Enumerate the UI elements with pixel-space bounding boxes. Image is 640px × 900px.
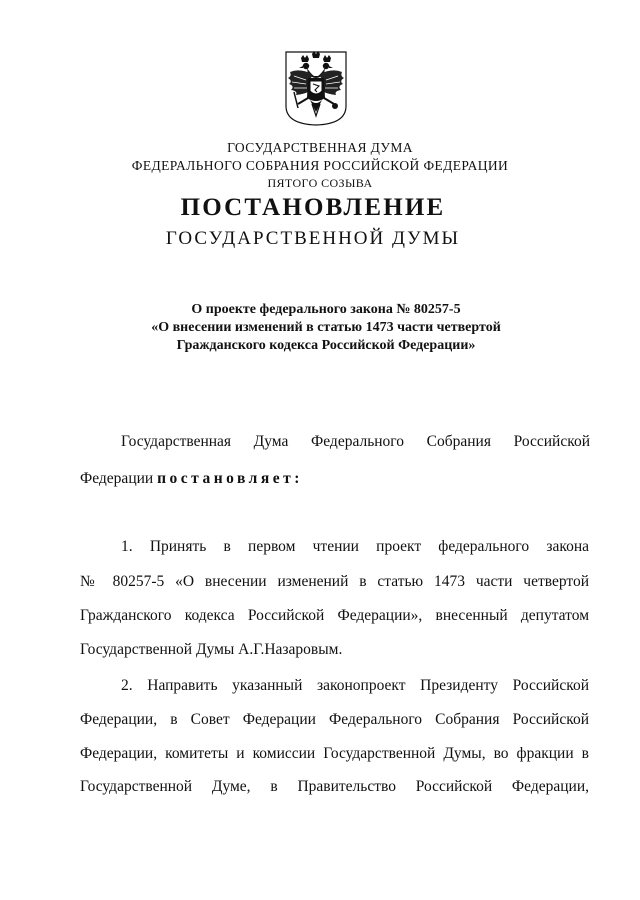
preamble-line-2 (80, 469, 303, 489)
resolves-emphasis: постановляет: (157, 470, 303, 487)
convocation-line: ПЯТОГО СОЗЫВА (267, 176, 373, 190)
clause-1-line-2: № 80257-5 «О внесении изменений в статью 1473 части четвертой (80, 573, 589, 590)
subject-line-1: О проекте федерального закона № 80257-5 (191, 302, 461, 317)
document-subtitle: ГОСУДАРСТВЕННОЙ ДУМЫ (165, 228, 461, 249)
clause-2-line-2: Федерации, в Совет Федерации Федерального Собрания Российской (80, 711, 589, 728)
document-title: ПОСТАНОВЛЕНИЕ (180, 194, 446, 221)
clause-1-line-1: 1. Принять в первом чтении проект федерального закона (121, 538, 589, 555)
preamble-line-1: Государственная Дума Федерального Собрания Российской (121, 433, 590, 450)
clause-1-line-4: Государственной Думы А.Г.Назаровым. (80, 641, 343, 658)
clause-1-line-3: Гражданского кодекса Российской Федерации», внесенный депутатом (80, 607, 589, 624)
preamble-text: Федерации (80, 470, 158, 487)
coat-of-arms-emblem (284, 50, 348, 126)
subject-line-3: Гражданского кодекса Российской Федерации» (176, 338, 476, 353)
clause-2-line-1: 2. Направить указанный законопроект Президенту Российской (121, 677, 589, 694)
clause-2-line-3: Федерации, комитеты и комиссии Государственной Думы, во фракции в (80, 745, 589, 762)
issuer-line-2: ФЕДЕРАЛЬНОГО СОБРАНИЯ РОССИЙСКОЙ ФЕДЕРАЦИИ (131, 158, 509, 173)
clause-2-line-4: Государственной Думе, в Правительство Российской Федерации, (80, 778, 589, 795)
subject-line-2: «О внесении изменений в статью 1473 части четвертой (151, 320, 501, 335)
issuer-line-1: ГОСУДАРСТВЕННАЯ ДУМА (227, 140, 413, 155)
